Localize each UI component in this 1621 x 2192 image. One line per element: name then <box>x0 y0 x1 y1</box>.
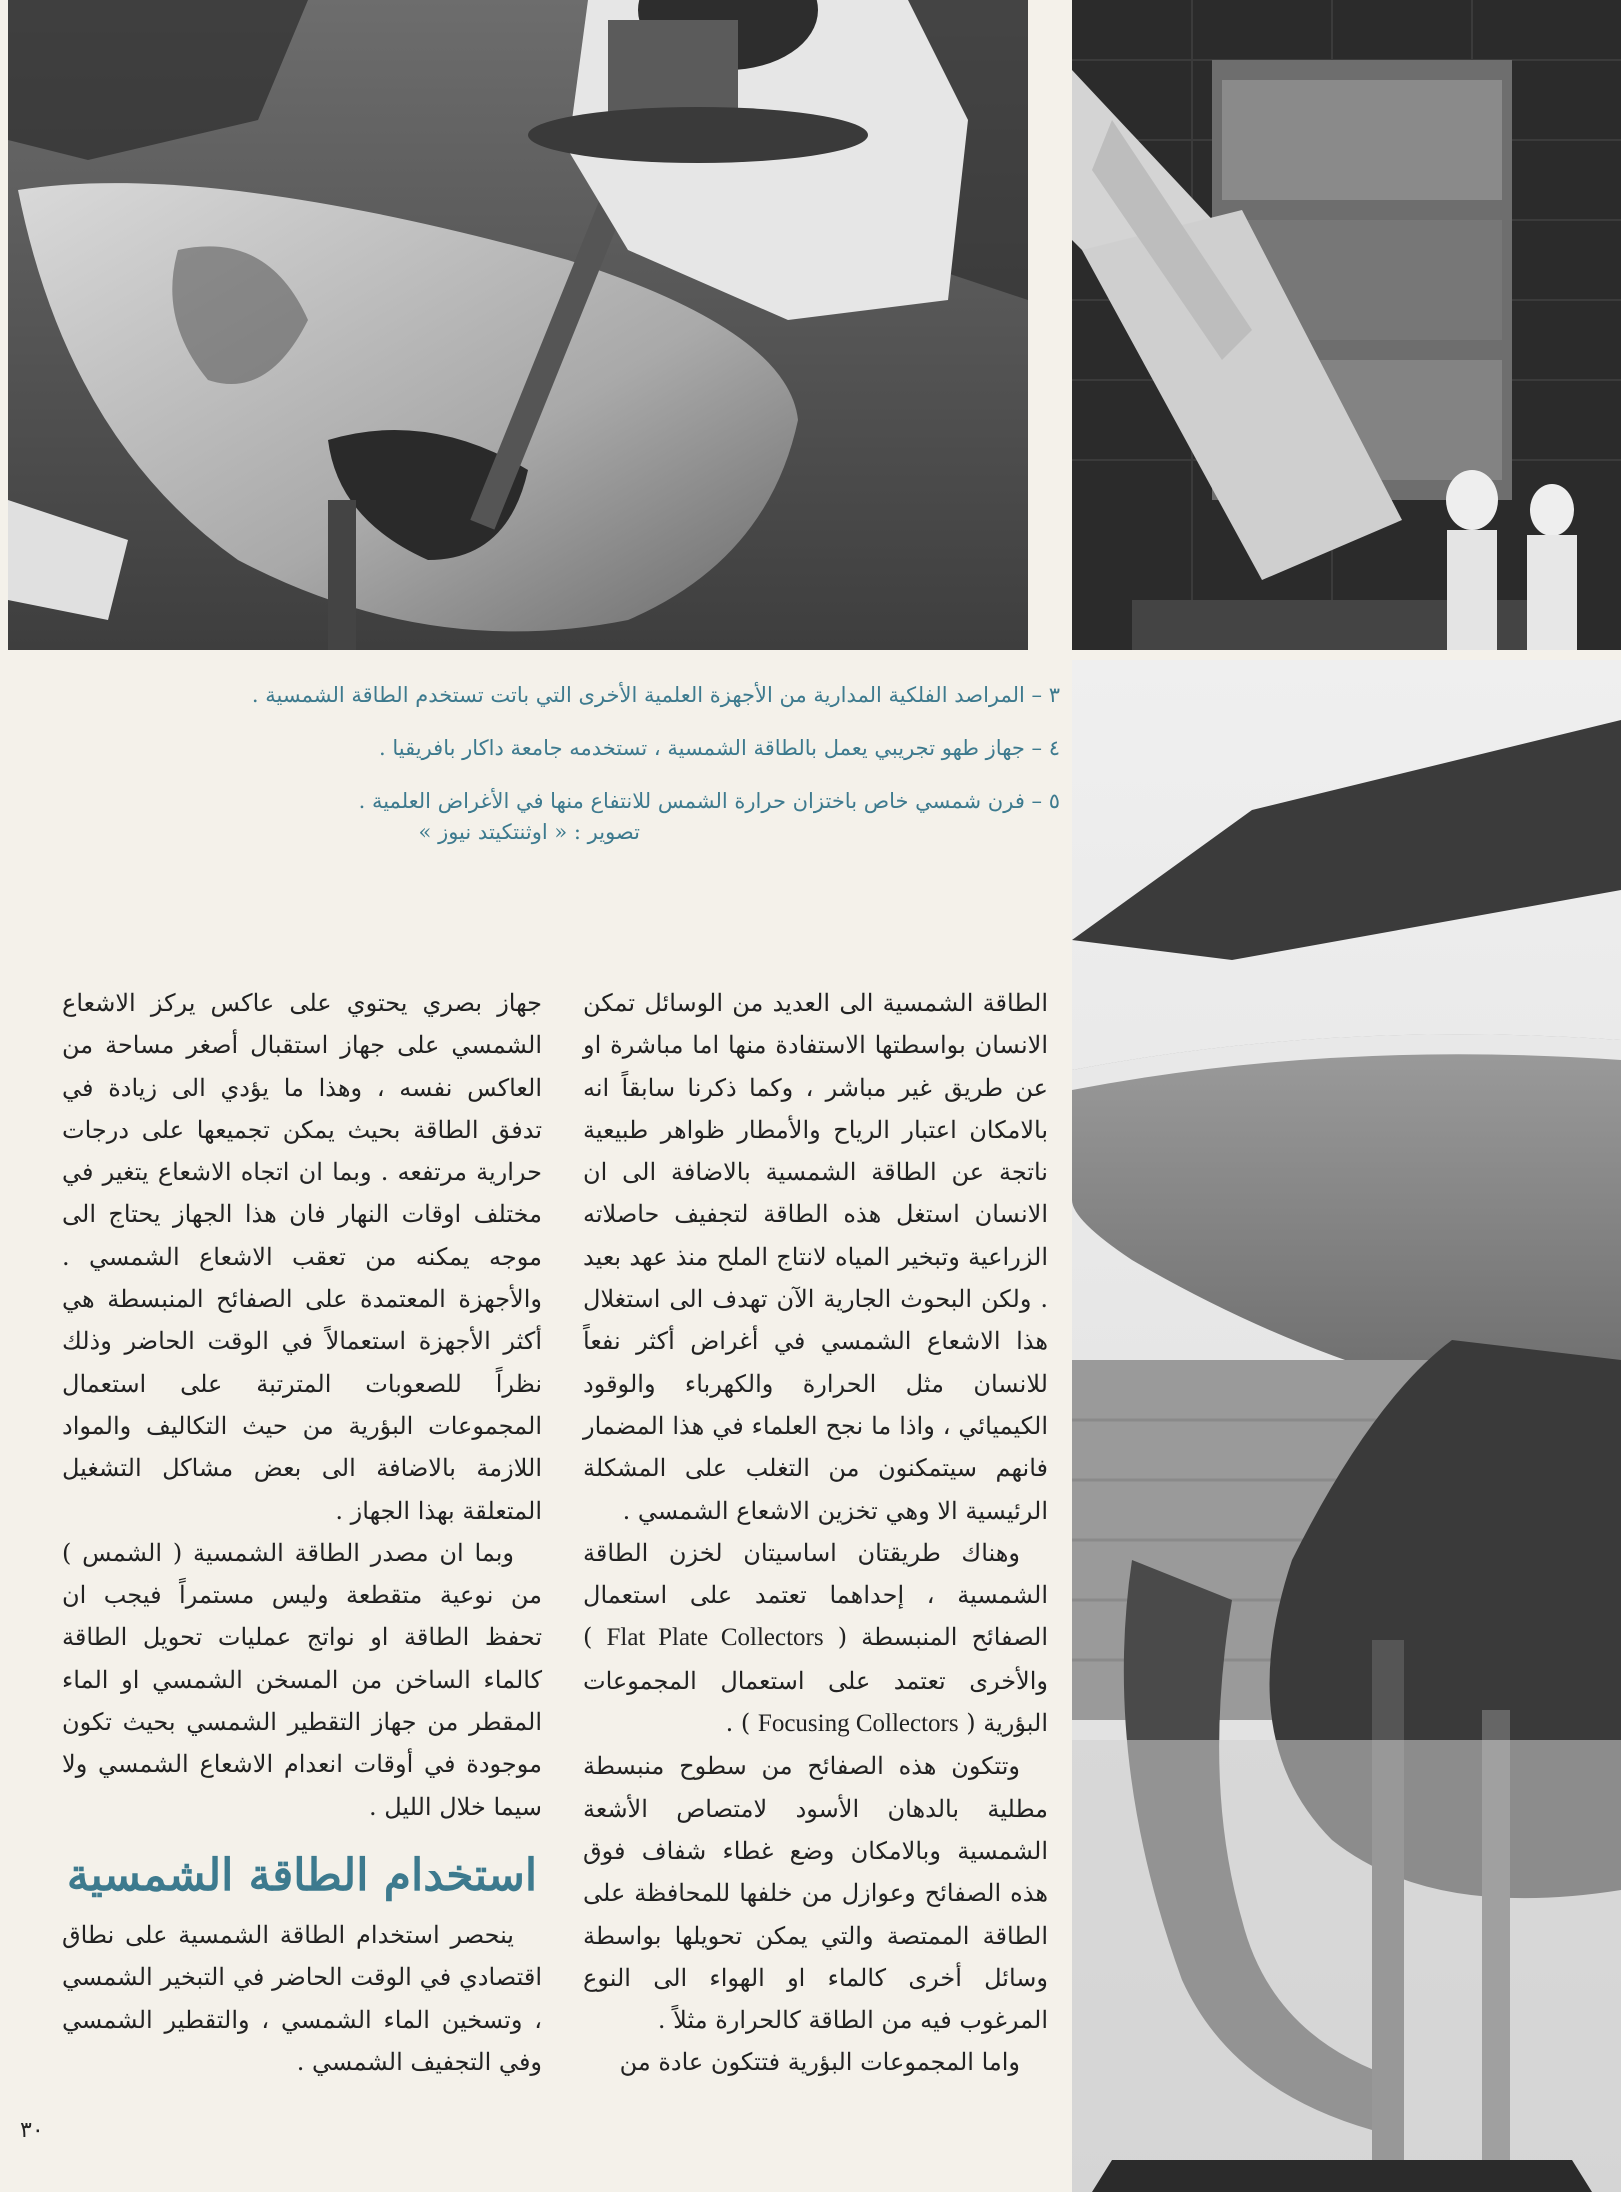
text-run: ) . <box>725 1709 751 1738</box>
caption-4: ٤ – جهاز طهو تجريبي يعمل بالطاقة الشمسية ، تستخدمه جامعة داكار بافريقيا . <box>379 736 1060 760</box>
text-run: وهناك طريقتان اساسيتان لخزن الطاقة الشمسية ، إحداهما تعتمد على استعمال الصفائح المنبسطة ( <box>583 1538 1048 1652</box>
page-number: ٣٠ <box>20 2118 44 2143</box>
paragraph: الطاقة الشمسية الى العديد من الوسائل تمكن الانسان بواسطتها الاستفادة منها اما مباشرة او عن طريق غير مباشر ، وكما ذكرنا سابقاً انه بالامكان اعتبار الرياح والأمطار ظواهر طبيعية ناتجة عن الطاقة الشمسية بالاضافة الى ان الانسان استغل هذه الطاقة لتجفيف حاصلاته الزراعية وتبخير المياه لانتاج الملح منذ عهد بعيد . ولكن البحوث الجارية الآن تهدف الى استغلال هذا الاشعاع الشمسي في أغراض أكثر نفعاً للانسان مثل الحرارة والكهرباء والوقود الكيميائي ، واذا ما نجح العلماء في هذا المضمار فانهم سيتمكنون من التغلب على المشكلة الرئيسية الا وهي تخزين الاشعاع الشمسي . <box>583 989 1049 1525</box>
satellite-photo <box>1072 0 1621 650</box>
latin-term: Flat Plate Collectors <box>606 1624 824 1652</box>
paragraph: ينحصر استخدام الطاقة الشمسية على نطاق اقتصادي في الوقت الحاضر في التبخير الشمسي ، وتسخين الماء الشمسي ، والتقطير الشمسي وفي التجفيف الشمسي . <box>62 1920 542 2076</box>
paragraph <box>583 1532 1048 1745</box>
article-column-right <box>583 982 1048 2084</box>
paragraph: وبما ان مصدر الطاقة الشمسية ( الشمس ) من نوعية متقطعة وليس مستمراً فيجب ان تحفظ الطاقة او نواتج عمليات تحويل الطاقة كالماء الساخن من المسخن الشمسي او الماء المقطر من جهاز التقطير الشمسي بحيث تكون موجودة في أوقات انعدام الاشعاع الشمسي ولا سيما خلال الليل . <box>62 1538 542 1821</box>
caption-3: ٣ – المراصد الفلكية المدارية من الأجهزة العلمية الأخرى التي باتت تستخدم الطاقة الشمسية . <box>251 683 1060 707</box>
caption-5: ٥ – فرن شمسي خاص باختزان حرارة الشمس للانتفاع منها في الأغراض العلمية . <box>358 789 1060 813</box>
solar-cooker-photo <box>8 0 1028 650</box>
paragraph: جهاز بصري يحتوي على عاكس يركز الاشعاع الشمسي على جهاز استقبال أصغر مساحة من العاكس نفسه ، وهذا ما يؤدي الى زيادة في تدفق الطاقة بحيث يمكن تجميعها على درجات حرارية مرتفعه . وبما ان اتجاه الاشعاع يتغير في مختلف اوقات النهار فان هذا الجهاز يحتاج الى موجه يمكنه من تعقب الاشعاع الشمسي . والأجهزة المعتمدة على الصفائح المنبسطة هي أكثر الأجهزة استعمالاً في الوقت الحاضر وذلك نظراً للصعوبات المترتبة على استعمال المجموعات البؤرية من حيث التكاليف والمواد اللازمة بالاضافة الى بعض مشاكل التشغيل المتعلقة بهذا الجهاز . <box>62 989 542 1525</box>
photo-captions <box>100 680 1060 868</box>
photo-credit: تصوير : « اوثنتكيتد نيوز » <box>418 820 640 844</box>
paragraph: وتتكون هذه الصفائح من سطوح منبسطة مطلية بالدهان الأسود لامتصاص الأشعة الشمسية وبالامكان وضع غطاء شفاف فوق هذه الصفائح وعوازل من خلفها للمحافظة على الطاقة الممتصة والتي يمكن تحويلها بواسطة وسائل أخرى كالماء او الهواء الى النوع المرغوب فيه من الطاقة كالحرارة مثلاً . <box>583 1752 1048 2035</box>
article-column-left <box>62 982 542 2083</box>
paragraph: واما المجموعات البؤرية فتتكون عادة من <box>619 2048 1020 2077</box>
text-run: ) والأخرى تعتمد على استعمال المجموعات البؤرية ( <box>583 1623 1048 1738</box>
section-heading: استخدام الطاقة الشمسية <box>66 1849 538 1901</box>
solar-furnace-photo <box>1072 660 1621 2192</box>
latin-term: Focusing Collectors <box>757 1710 959 1738</box>
